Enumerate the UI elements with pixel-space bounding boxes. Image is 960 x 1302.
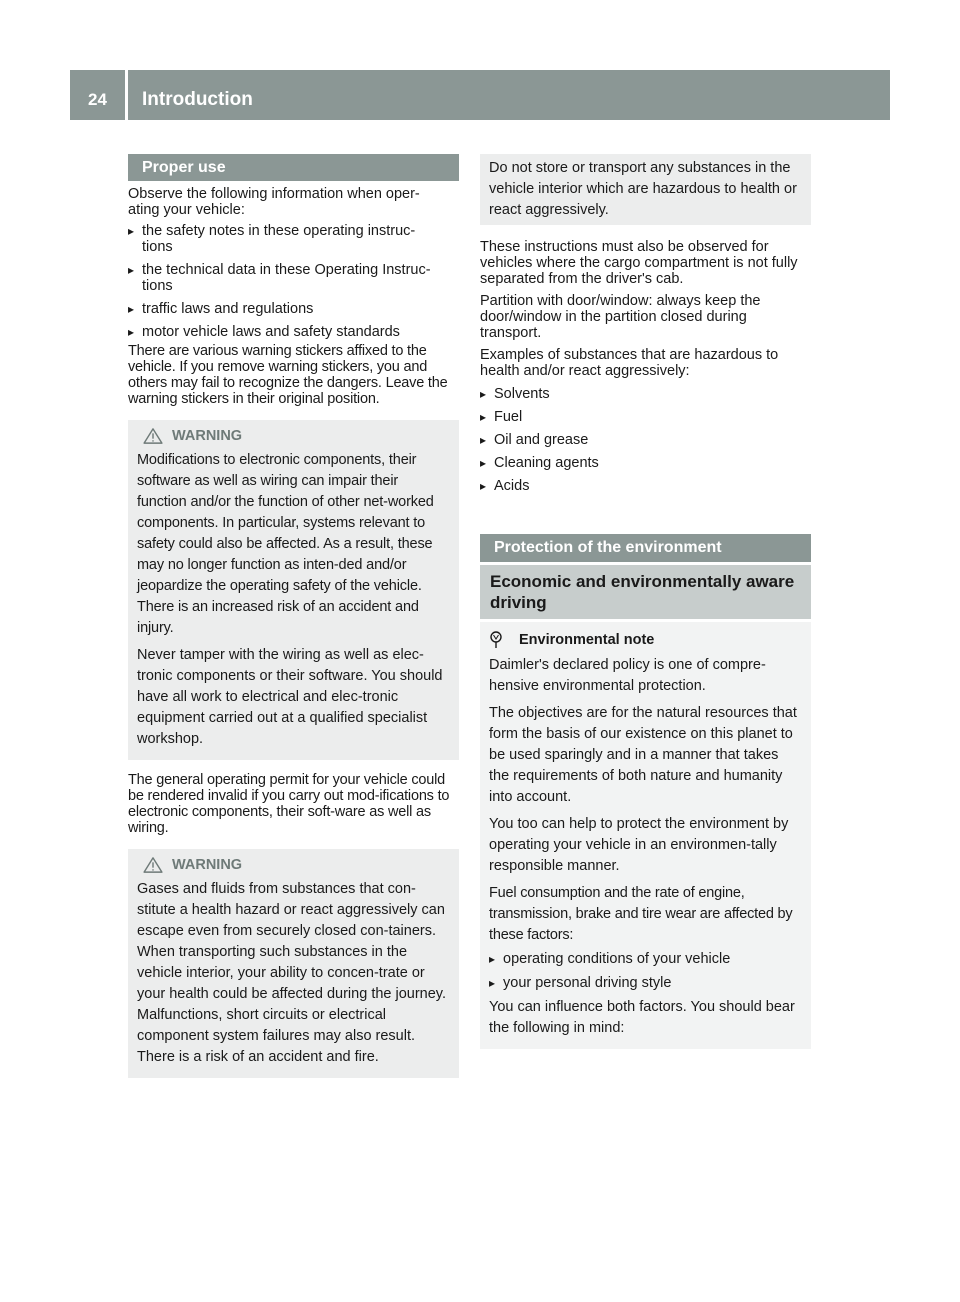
list-item: ▸ Solvents [480, 386, 811, 402]
list-item: ▸ Cleaning agents [480, 455, 811, 471]
warning-text: Gases and fluids from substances that con-stitute a health hazard or react aggressively can escape even from securely closed con-tainers. When transporting such substances in the vehicle interior, your ability to concen-trate or your health could be affected during the journey. Malfunctions, short circuits or electrical component system failures may also result. There is a risk of an accident and fire. [137, 881, 447, 1065]
warning-box-substances [128, 849, 459, 1078]
page-title: Introduction [142, 89, 253, 110]
list-item: ▸ the safety notes in these operating instruc- tions [128, 223, 459, 255]
note-text: The objectives are for the natural resources that form the basis of our existence on this planet to be used sparingly and in a manner that takes the requirements of both nature and humanity into account. [489, 705, 797, 805]
partition-paragraph: Partition with door/window: always keep the door/window in the partition closed during transport. [480, 293, 761, 341]
factors-list [489, 949, 802, 994]
warning-label: WARNING [172, 428, 243, 444]
list-item: ▸ the technical data in these Operating Instruc- tions [128, 262, 459, 294]
list-item: ▸ traffic laws and regulations [128, 301, 459, 317]
right-column [480, 154, 811, 1049]
note-text: You can influence both factors. You should bear the following in mind: [489, 999, 795, 1036]
warning-triangle-icon [142, 857, 164, 873]
warning-triangle-icon [142, 428, 164, 444]
intro-text: Observe the following information when oper- ating your vehicle: [128, 186, 420, 218]
warning-text: Modifications to electronic components, their software as well as wiring can impair their function and/or the function of other net-worked components. In particular, systems relevant to safety could also be affected. As a result, these may no longer function as inten-ded and/or jeopardize the operating safety of the vehicle. There is an increased risk of an accident and injury. [137, 452, 434, 636]
note-heading [489, 631, 802, 649]
warning-heading [137, 428, 450, 444]
list-item: ▸ operating conditions of your vehicle [489, 949, 802, 970]
section-heading-environment: Protection of the environment [480, 534, 811, 562]
page-number: 24 [88, 90, 107, 109]
list-item: ▸ Acids [480, 478, 811, 494]
list-item: ▸ your personal driving style [489, 973, 802, 994]
substances-list [480, 386, 811, 494]
examples-paragraph: Examples of substances that are hazardous to health and/or react aggressively: [480, 347, 779, 379]
note-text: You too can help to protect the environment by operating your vehicle in an environmen-tally responsible manner. [489, 816, 789, 874]
warning-text: Do not store or transport any substances in the vehicle interior which are hazardous to health or react aggressively. [489, 160, 797, 218]
cargo-paragraph: These instructions must also be observed for vehicles where the cargo compartment is not fully separated from the driver's cab. [480, 239, 798, 287]
warning-label: WARNING [172, 857, 243, 873]
header-divider [125, 70, 128, 120]
lightbulb-icon [489, 631, 503, 649]
environmental-note-box [480, 622, 811, 1049]
subsection-heading-driving: Economic and environmentally aware driving [480, 565, 811, 619]
left-column [128, 154, 459, 1078]
warning-heading [137, 857, 450, 873]
list-item: ▸ Oil and grease [480, 432, 811, 448]
proper-use-list [128, 223, 459, 340]
list-item: ▸ Fuel [480, 409, 811, 425]
permit-paragraph: The general operating permit for your vehicle could be rendered invalid if you carry out mod-ifications to electronic components, their soft-ware as well as wiring. [128, 772, 450, 836]
note-text: Fuel consumption and the rate of engine, transmission, brake and tire wear are affected by these factors: [489, 885, 793, 943]
section-heading-proper-use: Proper use [128, 154, 459, 181]
warning-text: Never tamper with the wiring as well as elec-tronic components or their software. You should have all work to electrical and elec-tronic equipment carried out at a qualified specialist workshop. [137, 647, 443, 747]
note-text: Daimler's declared policy is one of compre-hensive environmental protection. [489, 657, 766, 694]
list-item: ▸ motor vehicle laws and safety standards [128, 324, 459, 340]
warning-continuation-box [480, 154, 811, 225]
warning-box-electronics [128, 420, 459, 760]
note-label: Environmental note [519, 632, 655, 648]
stickers-paragraph: There are various warning stickers affixed to the vehicle. If you remove warning stickers, you and others may fail to recognize the dangers. Leave the warning stickers in their original position. [128, 343, 448, 407]
page-header [70, 70, 890, 120]
